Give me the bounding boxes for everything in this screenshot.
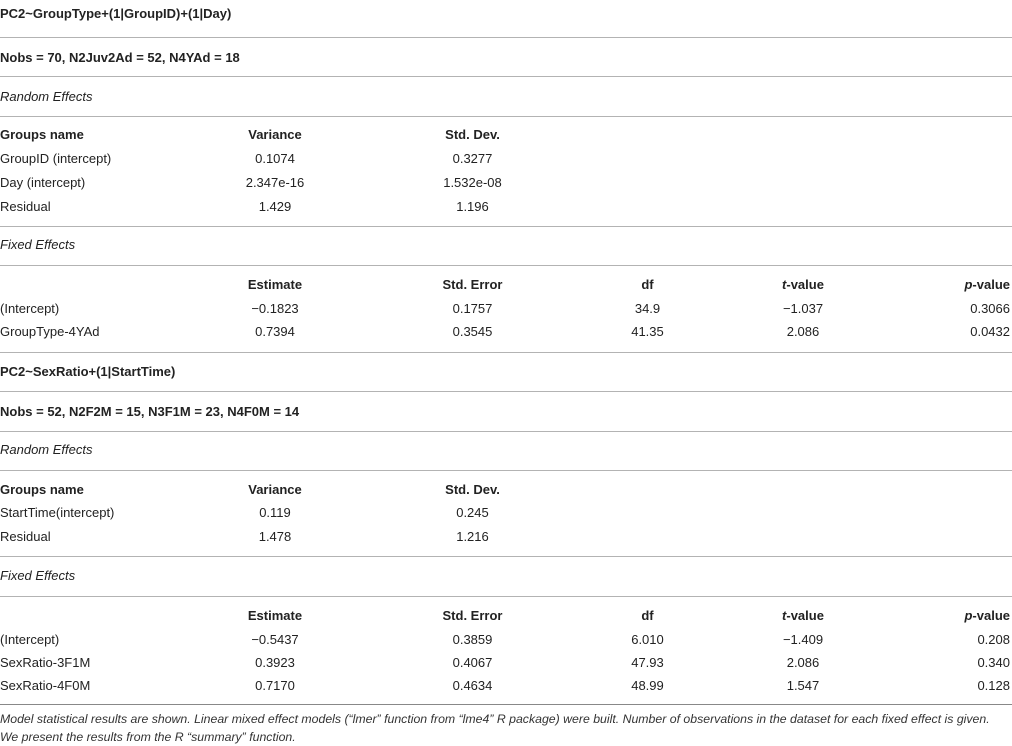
variance-header: Variance <box>248 127 302 142</box>
effect-name: SexRatio-3F1M <box>0 655 91 670</box>
p-value: 0.208 <box>977 632 1010 647</box>
t-value-header <box>738 604 868 628</box>
model1-nobs-row <box>0 46 1012 70</box>
table-caption <box>0 710 1012 746</box>
std-dev-value: 1.216 <box>456 529 489 544</box>
std-dev-value: 0.245 <box>456 505 489 520</box>
std-dev-value: 1.532e-08 <box>443 175 502 190</box>
divider <box>0 352 1012 353</box>
std-error-value: 0.3545 <box>452 324 493 339</box>
p-label: p <box>964 608 973 623</box>
model2-fixed-effects-title: Fixed Effects <box>0 568 76 583</box>
estimate-value: 0.3923 <box>255 655 295 670</box>
model2-nobs: Nobs = 52, N2F2M = 15, N3F1M = 23, N4F0M = 14 <box>0 404 300 419</box>
std-dev-value: 1.196 <box>456 199 489 214</box>
variance-value: 1.429 <box>258 199 292 214</box>
divider <box>0 265 1012 266</box>
model2-formula: PC2~SexRatio+(1|StartTime) <box>0 364 176 379</box>
std-error-value: 0.1757 <box>452 301 493 316</box>
df-value: 6.010 <box>631 632 664 647</box>
effect-name: GroupType-4YAd <box>0 324 100 339</box>
df-value: 34.9 <box>634 301 661 316</box>
df-header: df <box>641 277 654 292</box>
divider <box>0 37 1012 38</box>
model2-random-title-row <box>0 438 1012 462</box>
estimate-value: −0.1823 <box>251 301 299 316</box>
std-error-header: Std. Error <box>442 608 503 623</box>
std-error-value: 0.3859 <box>452 632 493 647</box>
p-suffix: -value <box>972 608 1010 623</box>
table-row <box>0 525 1012 549</box>
t-suffix: -value <box>786 608 824 623</box>
std-error-value: 0.4067 <box>452 655 493 670</box>
t-value: −1.409 <box>782 632 824 647</box>
model1-nobs: Nobs = 70, N2Juv2Ad = 52, N4YAd = 18 <box>0 50 240 65</box>
estimate-value: 0.7394 <box>255 324 295 339</box>
p-value: 0.128 <box>977 678 1010 693</box>
model1-random-header <box>0 123 1012 147</box>
std-error-value: 0.4634 <box>452 678 493 693</box>
t-label: t <box>782 277 787 292</box>
model1-formula-row <box>0 2 1012 26</box>
model2-random-header <box>0 478 1012 502</box>
divider <box>0 704 1012 705</box>
std-error-header: Std. Error <box>442 277 503 292</box>
table-row <box>0 628 1012 652</box>
divider <box>0 76 1012 77</box>
group-name: Residual <box>0 529 51 544</box>
group-name: GroupID (intercept) <box>0 151 112 166</box>
divider <box>0 470 1012 471</box>
t-value: −1.037 <box>782 301 824 316</box>
variance-header: Variance <box>248 482 302 497</box>
model1-formula: PC2~GroupType+(1|GroupID)+(1|Day) <box>0 6 232 21</box>
divider <box>0 226 1012 227</box>
table-row <box>0 297 1012 321</box>
estimate-header: Estimate <box>247 277 303 292</box>
model1-random-effects-title: Random Effects <box>0 89 93 104</box>
effect-name: (Intercept) <box>0 301 60 316</box>
estimate-value: 0.7170 <box>255 678 295 693</box>
std-dev-header: Std. Dev. <box>445 482 500 497</box>
p-label: p <box>964 277 973 292</box>
divider <box>0 596 1012 597</box>
std-dev-header: Std. Dev. <box>445 127 500 142</box>
model1-fixed-effects-title: Fixed Effects <box>0 237 76 252</box>
df-header: df <box>641 608 654 623</box>
table-row <box>0 320 1012 344</box>
table-row <box>0 501 1012 525</box>
model2-formula-row <box>0 360 1012 384</box>
std-dev-value: 0.3277 <box>452 151 493 166</box>
variance-value: 1.478 <box>258 529 292 544</box>
p-value-header <box>964 604 1010 628</box>
model1-fixed-header <box>0 273 1012 297</box>
model2-fixed-title-row <box>0 564 1012 588</box>
table-row <box>0 651 1012 675</box>
group-name: Residual <box>0 199 51 214</box>
model2-random-effects-title: Random Effects <box>0 442 93 457</box>
caption-line-1: Model statistical results are shown. Linear mixed effect models (“lmer” function from “lme4” R package) were built. Number of observations in the dataset for each fixed effect is given. <box>0 712 990 726</box>
variance-value: 0.119 <box>259 505 291 520</box>
table-row <box>0 171 1012 195</box>
table-row <box>0 674 1012 698</box>
group-name: Day (intercept) <box>0 175 86 190</box>
variance-value: 2.347e-16 <box>245 175 305 190</box>
estimate-header: Estimate <box>247 608 303 623</box>
model1-fixed-title-row <box>0 233 1012 257</box>
groups-name-header: Groups name <box>0 127 84 142</box>
model2-nobs-row <box>0 400 1012 424</box>
effect-name: SexRatio-4F0M <box>0 678 91 693</box>
t-label: t <box>782 608 787 623</box>
divider <box>0 556 1012 557</box>
caption-line-2: We present the results from the R “summary” function. <box>0 730 296 744</box>
df-value: 47.93 <box>631 655 664 670</box>
table-row <box>0 147 1012 171</box>
p-value: 0.0432 <box>970 324 1010 339</box>
group-name: StartTime(intercept) <box>0 505 115 520</box>
t-value-header <box>738 273 868 297</box>
table-row <box>0 195 1012 219</box>
p-value-header <box>964 273 1010 297</box>
divider <box>0 431 1012 432</box>
p-value: 0.340 <box>977 655 1010 670</box>
p-value: 0.3066 <box>970 301 1010 316</box>
divider <box>0 116 1012 117</box>
t-value: 1.547 <box>786 678 820 693</box>
effect-name: (Intercept) <box>0 632 60 647</box>
df-value: 48.99 <box>631 678 664 693</box>
df-value: 41.35 <box>631 324 664 339</box>
t-value: 2.086 <box>786 655 820 670</box>
variance-value: 0.1074 <box>255 151 295 166</box>
t-suffix: -value <box>786 277 824 292</box>
model1-random-title-row <box>0 85 1012 109</box>
divider <box>0 391 1012 392</box>
model2-fixed-header <box>0 604 1012 628</box>
groups-name-header: Groups name <box>0 482 84 497</box>
estimate-value: −0.5437 <box>251 632 299 647</box>
t-value: 2.086 <box>786 324 820 339</box>
p-suffix: -value <box>972 277 1010 292</box>
